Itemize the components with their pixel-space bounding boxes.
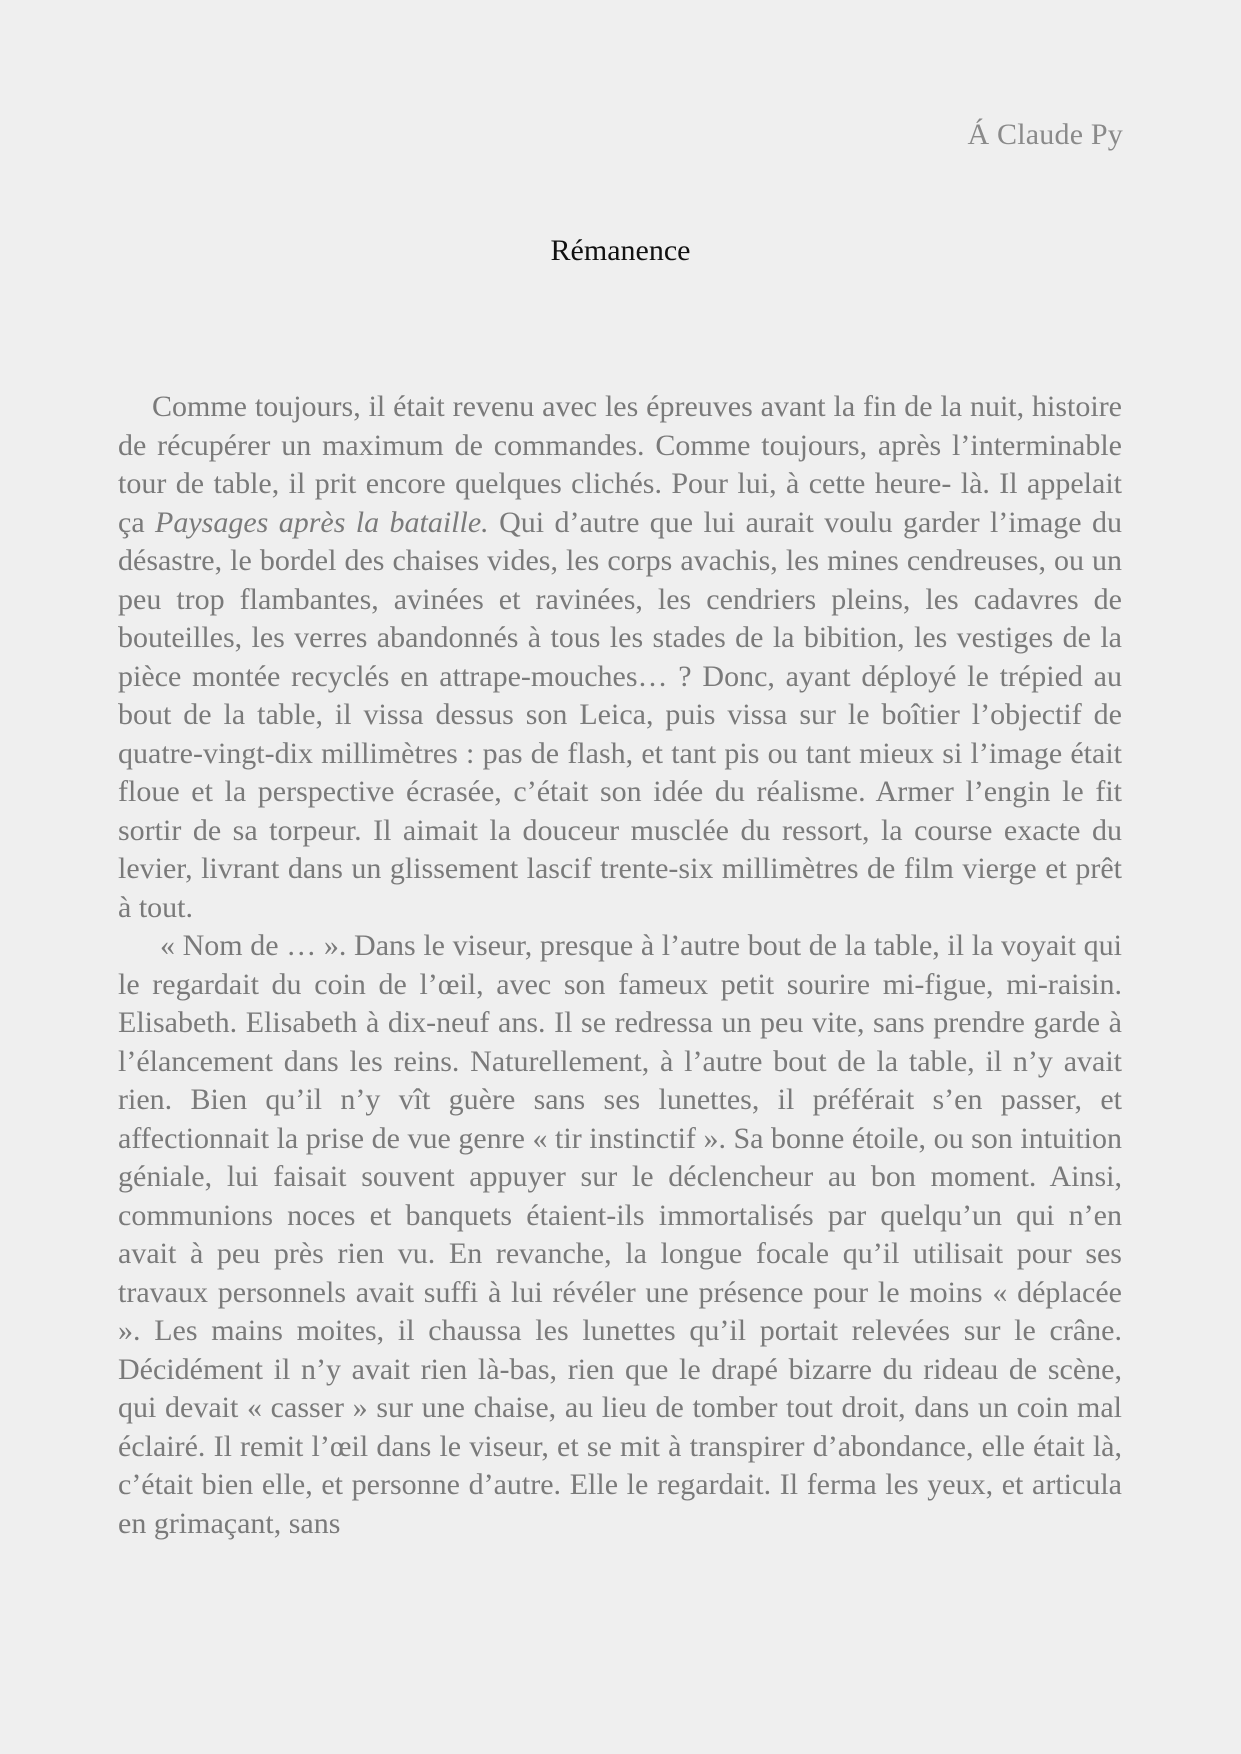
- italic-title-reference: Paysages après la bataille.: [155, 505, 489, 539]
- story-body: [118, 388, 1122, 1543]
- paragraph-1-end: Qui d’autre que lui aurait voulu garder l’image du désastre, le bordel des chaises vides, les corps avachis, les mines cendreuses, ou un peu trop flambantes, avinées et ravinées, les cendriers pleins, les cadavres de bouteilles, les verres abandonnés à tous les stades de la bibition, les vestiges de la pièce montée recyclés en attrape-mouches… ? Donc, ayant déployé le trépied au bout de la table, il vissa dessus son Leica, puis vissa sur le boîtier l’objectif de quatre-vingt-dix millimètres : pas de flash, et tant pis ou tant mieux si l’image était floue et la perspective écrasée, c’était son idée du réalisme. Armer l’engin le fit sortir de sa torpeur. Il aimait la douceur musclée du ressort, la course exacte du levier, livrant dans un glissement lascif trente-six millimètres de film vierge et prêt à tout.: [118, 505, 1122, 924]
- story-title: Rémanence: [550, 234, 691, 267]
- paragraph-1: [118, 388, 1122, 927]
- dedication: Á Claude Py: [967, 118, 1123, 151]
- paragraph-1-start: Comme toujours, il était revenu avec les épreuves avant la fin de la nuit, histoire de récupérer un maximum de commandes. Comme toujours, après l’interminable tour de table, il prit encore quelques clichés. Pour lui, à cette heure- là. Il appelait ça: [118, 390, 1122, 539]
- paragraph-2: « Nom de … ». Dans le viseur, presque à l’autre bout de la table, il la voyait qui le regardait du coin de l’œil, avec son fameux petit sourire mi-figue, mi-raisin. Elisabeth. Elisabeth à dix-neuf ans. Il se redressa un peu vite, sans prendre garde à l’élancement dans les reins. Naturellement, à l’autre bout de la table, il n’y avait rien. Bien qu’il n’y vît guère sans ses lunettes, il préférait s’en passer, et affectionnait la prise de vue genre « tir instinctif ». Sa bonne étoile, ou son intuition géniale, lui faisait souvent appuyer sur le déclencheur au bon moment. Ainsi, communions noces et banquets étaient-ils immortalisés par quelqu’un qui n’en avait à peu près rien vu. En revanche, la longue focale qu’il utilisait pour ses travaux personnels avait suffi à lui révéler une présence pour le moins « déplacée ». Les mains moites, il chaussa les lunettes qu’il portait relevées sur le crâne. Décidément il n’y avait rien là-bas, rien que le drapé bizarre du rideau de scène, qui devait « casser » sur une chaise, au lieu de tomber tout droit, dans un coin mal éclairé. Il remit l’œil dans le viseur, et se mit à transpirer d’abondance, elle était là, c’était bien elle, et personne d’autre. Elle le regardait. Il ferma les yeux, et articula en grimaçant, sans: [118, 929, 1122, 1540]
